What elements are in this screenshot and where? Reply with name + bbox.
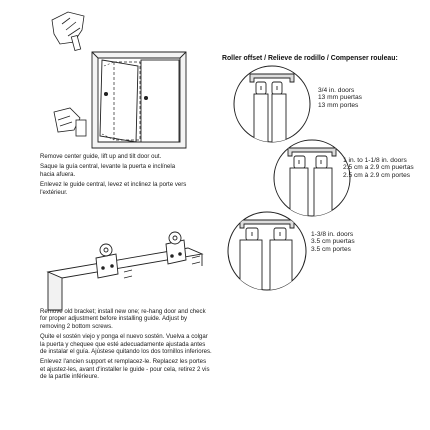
roller-offset-label-2: 1 in. to 1-1/8 in. doors 2.5 cm a 2.9 cm puertas 2.5 cm à 2.9 cm portes (343, 157, 414, 179)
step1-spanish: Saque la guía central, levante la puerta e inclínela hacia afuera. (40, 163, 176, 178)
bracket-replacement-illustration (38, 232, 228, 312)
roller-offset-detail-3 (226, 210, 308, 292)
step1-text (40, 153, 190, 199)
step2-english: Remove old bracket; install new one; re-hang door and check for proper adjustment before installing guide. Adjust by removing 2 bottom screws. (40, 308, 206, 330)
roller-offset-label-3: 1-3/8 in. doors 3.5 cm puertas 3.5 cm portes (311, 231, 355, 253)
roller-offset-title: Roller offset / Relieve de rodillo / Compenser rouleau: (222, 55, 398, 62)
roller-offset-detail-1 (232, 64, 312, 144)
step1-french: Enlevez le guide central, levez et inclinez la porte vers l'extérieur. (40, 181, 187, 196)
step1-english: Remove center guide, lift up and tilt door out. (40, 153, 162, 160)
roller-offset-detail-2 (272, 138, 352, 218)
step2-french: Enlevez l'ancien support et remplacez-le. Replacez les portes et ajustez-les, avant d'installer le guide - pour cela, retirez 2 vis de la partie inférieure. (40, 358, 210, 381)
left-roller-bracket (96, 244, 118, 278)
step2-spanish: Quite el sostén viejo y ponga el nuevo sostén. Vuelva a colgar la puerta y chequee que esté adecuadamente ajustada antes de instalar el guía. Ajústese quitando los dos tornillos inferiores. (40, 333, 212, 356)
step2-text (40, 308, 212, 384)
roller-offset-label-1: 3/4 in. doors 13 mm puertas 13 mm portes (318, 87, 362, 109)
hand-top-illustration (52, 12, 84, 51)
door-removal-illustration (40, 8, 200, 148)
hand-bottom-illustration (54, 108, 86, 136)
closet-frame-illustration (92, 52, 186, 148)
right-roller-bracket (166, 232, 186, 264)
